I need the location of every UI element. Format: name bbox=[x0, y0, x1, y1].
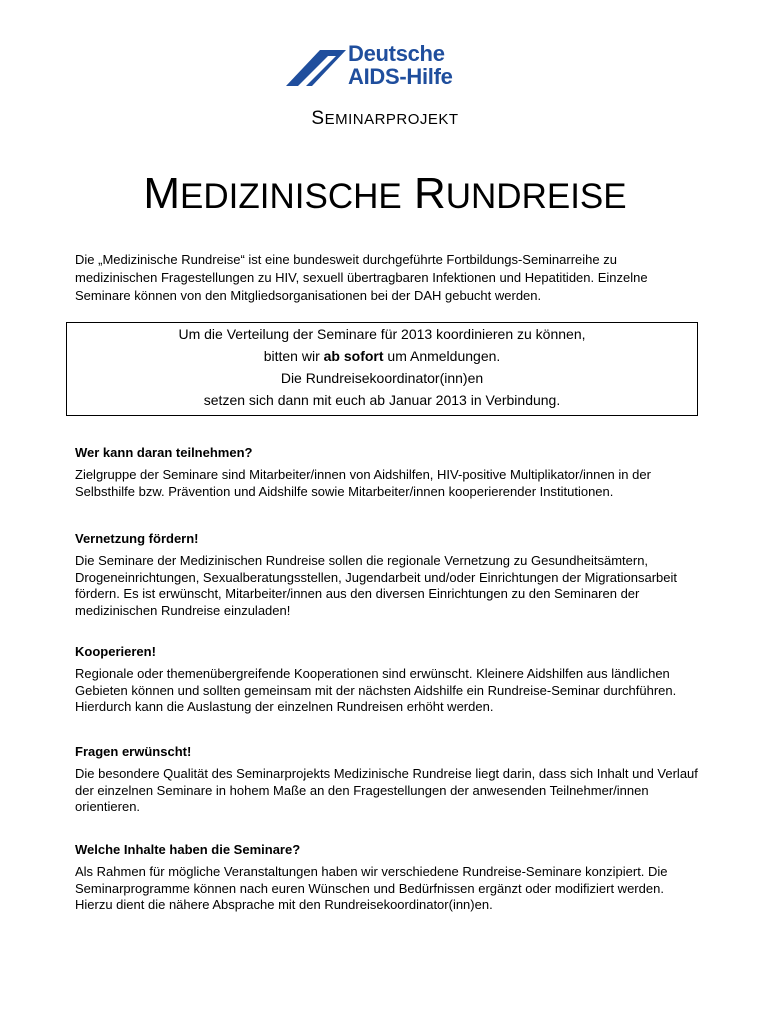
notice-line: Die Rundreisekoordinator(inn)en bbox=[280, 370, 484, 386]
section-heading: Kooperieren! bbox=[75, 644, 156, 659]
section-contents bbox=[75, 841, 700, 914]
notice-line: setzen sich dann mit euch ab Januar 2013 in Verbindung. bbox=[203, 392, 561, 408]
section-text: Die Seminare der Medizinischen Rundreise sollen die regionale Vernetzung zu Gesundheitsämtern, Drogeneinrichtungen, Sexualberatungsstellen, Jugendarbeit und/oder Einrichtungen der Migrationsarbeit fördern. Es ist erwünscht, Mitarbeiter/innen aus den diversen Einrichtungen zu den Seminaren der medizinischen Rundreise einzuladen! bbox=[75, 553, 677, 618]
section-text: Zielgruppe der Seminare sind Mitarbeiter/innen von Aidshilfen, HIV-positive Multiplikator/innen in der Selbsthilfe bzw. Prävention und Aidshilfe sowie Mitarbeiter/innen kooperierender Institutionen. bbox=[75, 467, 651, 499]
notice-line: Um die Verteilung der Seminare für 2013 koordinieren zu können, bbox=[178, 326, 586, 342]
dah-logo-mark-icon bbox=[284, 48, 348, 88]
section-heading: Wer kann daran teilnehmen? bbox=[75, 445, 253, 460]
intro-paragraph: Die „Medizinische Rundreise“ ist eine bundesweit durchgeführte Fortbildungs-Seminarreihe zu medizinischen Fragestellungen zu HIV, sexuell übertragbaren Infektionen und Hepatitiden. Einzelne Seminare können von den Mitgliedsorganisationen bei der DAH gebucht werden. bbox=[75, 252, 648, 303]
section-heading: Welche Inhalte haben die Seminare? bbox=[75, 842, 301, 857]
notice-line: bitten wir ab sofort um Anmeldungen. bbox=[263, 348, 501, 364]
section-heading: Fragen erwünscht! bbox=[75, 744, 192, 759]
section-networking bbox=[75, 530, 700, 619]
notice-emphasis: ab sofort bbox=[323, 348, 384, 364]
section-cooperation bbox=[75, 643, 700, 716]
section-text: Als Rahmen für mögliche Veranstaltungen haben wir verschiedene Rundreise-Seminare konzipiert. Die Seminarprogramme können nach euren Wünschen und Bedürfnissen ergänzt oder modifiziert werden. Hierzu dient die nähere Absprache mit den Rundreisekoordinator(inn)en. bbox=[75, 864, 668, 912]
section-questions bbox=[75, 743, 700, 816]
logo-word-aids-hilfe: AIDS-Hilfe bbox=[348, 64, 453, 89]
kicker-seminarprojekt: SEMINARPROJEKT bbox=[311, 108, 459, 129]
section-heading: Vernetzung fördern! bbox=[75, 531, 199, 546]
section-text: Regionale oder themenübergreifende Kooperationen sind erwünscht. Kleinere Aidshilfen aus ländlichen Gebieten können und sollten gemeinsam mit der nächsten Aidshilfe ein Rundreise-Seminar durchführen. Hierdurch kann die Auslastung der einzelnen Rundreisen erhöht werden. bbox=[75, 666, 677, 714]
section-text: Die besondere Qualität des Seminarprojekts Medizinische Rundreise liegt darin, dass sich Inhalt und Verlauf der einzelnen Seminare in hohem Maße an den Fragestellungen der anwesenden Teilnehmer/innen orientieren. bbox=[75, 766, 698, 814]
dah-logo bbox=[284, 40, 474, 96]
notice-box bbox=[66, 322, 698, 416]
section-participants bbox=[75, 444, 700, 500]
page-title: MEDIZINISCHE RUNDREISE bbox=[143, 169, 627, 218]
logo-word-deutsche: Deutsche bbox=[348, 41, 445, 66]
